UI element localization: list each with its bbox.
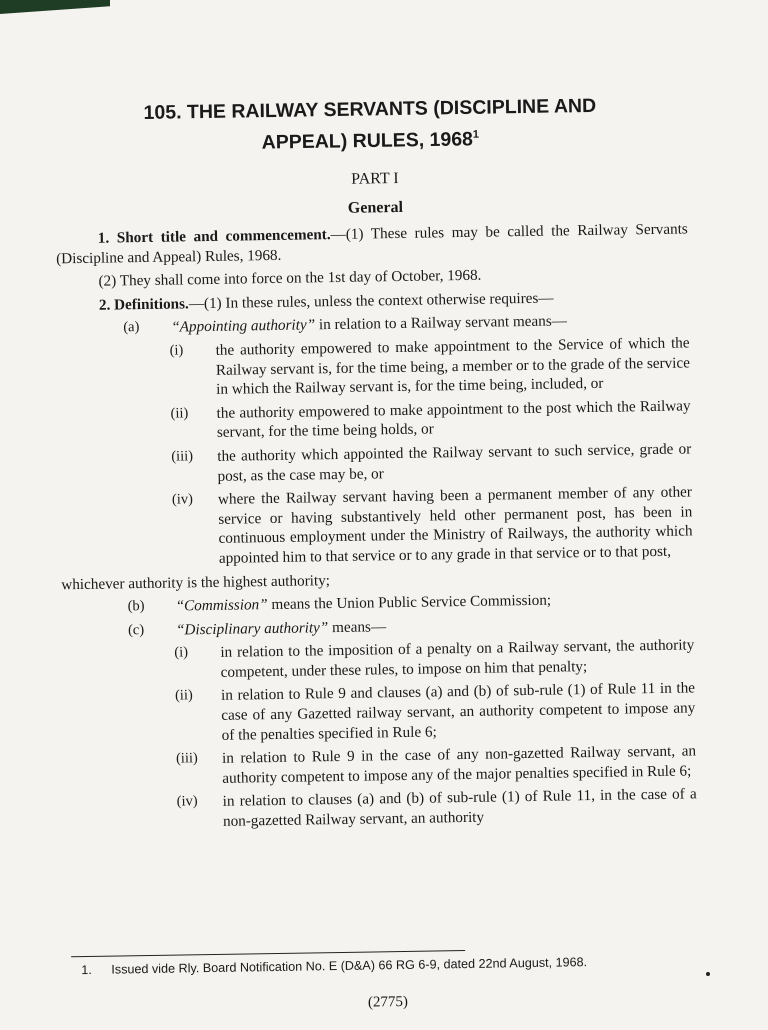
clause-a-label: (a) [123,319,140,336]
rule-1-heading: Short title and commencement. [116,226,331,247]
clause-b-term: “Commission” [175,596,268,615]
title-line-2: APPEAL) RULES, 1968 [261,128,474,154]
clause-a-item-ii [58,396,691,445]
clause-c-item-i-label: (i) [174,644,189,661]
clause-a-text: in relation to a Railway servant means— [314,312,568,334]
clause-c-item-iii [64,742,697,791]
clause-a-item-iii-label: (iii) [171,448,194,465]
clause-a-item-ii-label: (ii) [170,405,189,422]
clause-a-item-iv-text: where the Railway servant having been a permanent member of any other service or having substantively held other permanent post, has been in continuous employment under the Ministry of Railways, the authority which appointed him to that service or to any grade in that service or to that post, [217,483,693,567]
clause-a-item-iv [60,483,693,571]
clause-a-item-iv-label: (iv) [171,491,194,508]
clause-a-tail: whichever authority is the highest authority; [61,571,331,593]
section-heading: General [347,198,404,217]
clause-c-term: “Disciplinary authority” [175,618,329,639]
rule-1-text: —(1) These rules may be called the Railway Servants (Discipline and Appeal) Rules, 1968. [56,220,688,267]
clause-c-item-iii-text: in relation to Rule 9 in the case of any non-gazetted Railway servant, an authority competent to impose any of the major penalties specified in Rule 6; [221,742,697,787]
title-line-1: 105. THE RAILWAY SERVANTS (DISCIPLINE AND [143,94,597,124]
clause-a-item-i-label: (i) [169,342,184,359]
clause-b-text: means the Union Public Service Commission; [267,591,552,614]
footnote-divider [71,950,465,957]
clause-c-item-ii-text: in relation to Rule 9 and clauses (a) and (b) of sub-rule (1) of Rule 11 in the case of any Gazetted railway servant, an authority competent to impose any of the penalties specified in Rule 6; [220,679,696,744]
ink-dot [706,972,710,976]
clause-c-label: (c) [127,621,145,638]
clause-a-item-ii-text: the authority empowered to make appointment to the post which the Railway servant, for the time being holds, or [216,397,691,442]
clause-a-item-i-text: the authority empowered to make appointment to the Service of which the Railway servant is, for the time being, a member or to the grade of the service in which the Railway servant is, for the time being, included, or [215,334,691,399]
part-heading: PART I [351,169,399,188]
document-title [90,92,651,159]
document-body [56,219,697,837]
clause-c-item-ii [63,679,696,748]
rule-1-number: 1. [97,229,110,247]
footnote [81,953,721,977]
clause-a-item-iii [59,439,692,488]
clause-c-item-ii-label: (ii) [174,687,193,705]
clause-a-item-i [57,333,690,402]
rule-2-text: —(1) In these rules, unless the context otherwise requires— [188,289,554,313]
rule-2-heading: Definitions. [113,295,189,314]
clause-c-text: means— [328,617,387,636]
clause-a-item-iii-text: the authority which appointed the Railway servant to such service, grade or post, as the case may be, or [217,440,692,485]
clause-c-item-iv [65,785,698,834]
rule-1 [56,219,689,268]
footnote-reference: 1 [472,128,480,141]
clause-a-term: “Appointing authority” [171,316,316,336]
clause-c-item-iv-label: (iv) [176,793,198,810]
clause-c-item-i-text: in relation to the imposition of a penalty on a Railway servant, the authority competent, under these rules, to impose on him that penalty; [220,636,695,681]
clause-c-item-iv-text: in relation to clauses (a) and (b) of sub-rule (1) of Rule 11, in the case of a non-gazetted Railway servant, an authority [222,785,697,830]
page-number: (2775) [367,993,409,1011]
footnote-text: Issued vide Rly. Board Notification No. E (D&A) 66 RG 6-9, dated 22nd August, 1968. [111,955,588,977]
clause-b-label: (b) [127,598,145,615]
rule-2-number: 2. [98,296,111,314]
rule-1-subrule-2: (2) They shall come into force on the 1st day of October, 1968. [98,266,482,290]
clause-c-item-i [62,636,695,685]
footnote-number: 1. [81,962,92,978]
clause-c-item-iii-label: (iii) [175,750,198,767]
